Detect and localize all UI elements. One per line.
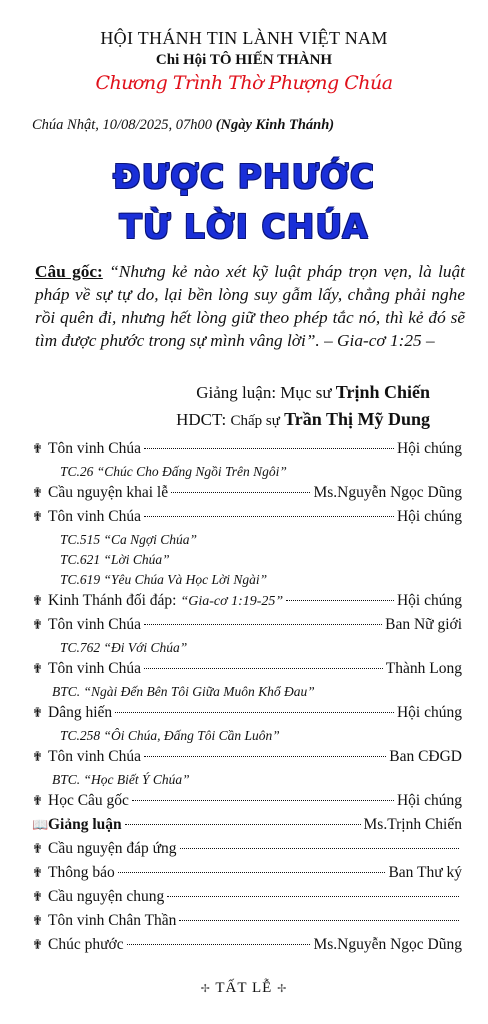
dot-leader (167, 896, 459, 897)
program-item-leader: Ban Thư ký (388, 864, 462, 881)
sermon-title-line1: ĐƯỢC PHƯỚC (112, 157, 376, 196)
program-heading: Chương Trình Thờ Phượng Chúa (95, 72, 393, 94)
program-item (32, 792, 462, 816)
key-verse-text: “Nhưng kẻ nào xét kỹ luật pháp trọn vẹn, là luật pháp về sự tự do, lại bền lòng suy gẫm lấy, chẳng phải nghe rồi quên đi, nhưng hết lòng giữ theo phép tắc nó, thì kẻ đó sẽ tìm được phước trong sự mình vâng lời”. (35, 262, 465, 350)
cross-icon: ✟ (32, 593, 43, 608)
host-line (0, 409, 430, 430)
cross-icon: ✟ (32, 913, 43, 928)
program-item-leader: Ms.Nguyễn Ngọc Dũng (313, 936, 462, 953)
dot-leader (144, 756, 386, 757)
cross-icon: ✟ (32, 793, 43, 808)
program-item (32, 660, 462, 684)
dot-leader (286, 600, 394, 601)
program-item (32, 936, 462, 960)
program-item-label: Giảng luận (48, 816, 122, 833)
cross-icon: ✟ (32, 617, 43, 632)
cross-icon: ✟ (32, 441, 43, 456)
dot-leader (144, 516, 394, 517)
program-item (32, 748, 462, 772)
cross-icon: ✟ (32, 661, 43, 676)
program-item-leader: Hội chúng (396, 592, 462, 609)
branch-name: Chi Hội TÔ HIẾN THÀNH (155, 52, 333, 68)
program-item-label: Tôn vinh Chân Thần (48, 912, 177, 929)
key-verse (35, 260, 465, 352)
preacher-label: Giảng luận: (196, 383, 277, 402)
hymn-reference: BTC. “Học Biết Ý Chúa” (52, 772, 190, 787)
service-date (32, 117, 334, 134)
hymn-reference: TC.619 “Yêu Chúa Và Học Lời Ngài” (60, 572, 268, 587)
program-item (32, 864, 462, 888)
preacher-title: Mục sư (280, 383, 332, 402)
cross-icon: ✟ (32, 841, 43, 856)
cross-icon: ✟ (32, 749, 43, 764)
host-label: HDCT: (176, 410, 227, 429)
date-text: Chúa Nhật, 10/08/2025, 07h00 (32, 117, 213, 133)
dot-leader (144, 448, 394, 449)
program-item-label: Tôn vinh Chúa (48, 616, 141, 633)
program-item-leader: Ban Nữ giới (385, 616, 462, 633)
program-item-label: Dâng hiến (48, 704, 113, 721)
cross-icon: ✟ (32, 937, 43, 952)
church-name: HỘI THÁNH TIN LÀNH VIỆT NAM (100, 28, 388, 48)
program-item-label: Thông báo (48, 864, 115, 881)
hymn-reference: TC.258 “Ôi Chúa, Đấng Tôi Cần Luôn” (60, 728, 280, 743)
preacher-name: Trịnh Chiến (335, 382, 430, 402)
program-item-leader: Ms.Trịnh Chiến (363, 816, 462, 833)
dot-leader (171, 492, 310, 493)
program-item-leader: Hội chúng (396, 792, 462, 809)
hymn-reference: BTC. “Ngài Đến Bên Tôi Giữa Muôn Khổ Đau” (52, 684, 315, 699)
program-item-reference: “Gia-cơ 1:19-25” (180, 594, 284, 609)
program-item-leader: Ms.Nguyễn Ngọc Dũng (313, 484, 462, 501)
cross-icon: ✟ (32, 509, 43, 524)
program-item-label: Cầu nguyện đáp ứng (48, 840, 177, 857)
dot-leader (132, 800, 394, 801)
program-item (32, 888, 462, 912)
closing-text: TẤT LỄ (215, 980, 273, 996)
hymn-reference: TC.26 “Chúc Cho Đấng Ngồi Trên Ngôi” (60, 464, 287, 479)
program-item (32, 912, 462, 936)
program-item-leader: Hội chúng (396, 704, 462, 721)
dot-leader (180, 848, 459, 849)
dot-leader (118, 872, 386, 873)
cross-icon: ✟ (32, 865, 43, 880)
program-item-label: Tôn vinh Chúa (48, 660, 141, 677)
cross-icon: ✟ (32, 705, 43, 720)
program-item (32, 484, 462, 508)
program-item-leader: Ban CĐGD (389, 748, 462, 765)
dot-leader (144, 668, 383, 669)
ornament-left-icon: ✢ (200, 983, 211, 995)
sermon-title-line2: TỪ LỜI CHÚA (119, 207, 369, 246)
dot-leader (115, 712, 394, 713)
program-item-leader: Hội chúng (396, 508, 462, 525)
bible-icon: 📖 (32, 817, 49, 832)
program-item-label: Cầu nguyện khai lễ (48, 484, 169, 501)
program-item (32, 840, 462, 864)
dot-leader (127, 944, 311, 945)
program-item-label: Cầu nguyện chung (48, 888, 165, 905)
program-item (32, 508, 462, 532)
cross-icon: ✟ (32, 889, 43, 904)
program-item (32, 592, 462, 616)
hymn-reference: TC.762 “Đi Với Chúa” (60, 640, 188, 655)
hymn-reference: TC.621 “Lời Chúa” (60, 552, 170, 567)
program-item-label: Tôn vinh Chúa (48, 508, 141, 525)
dot-leader (144, 624, 382, 625)
hymn-reference: TC.515 “Ca Ngợi Chúa” (60, 532, 197, 547)
host-name: Trần Thị Mỹ Dung (284, 409, 430, 429)
program-item-leader: Thành Long (385, 660, 462, 677)
cross-icon: ✟ (32, 485, 43, 500)
key-verse-label: Câu gốc: (35, 262, 103, 281)
program-item (32, 816, 462, 840)
preacher-line (0, 382, 430, 403)
program-item-leader: Hội chúng (396, 440, 462, 457)
dot-leader (125, 824, 361, 825)
dot-leader (179, 920, 459, 921)
program-item-label: Tôn vinh Chúa (48, 748, 141, 765)
program-list (32, 440, 462, 960)
program-item-label: Tôn vinh Chúa (48, 440, 141, 457)
program-item-label: Học Câu gốc (48, 792, 129, 809)
ornament-right-icon: ✢ (277, 983, 288, 995)
closing (0, 980, 488, 997)
program-item-label: Kinh Thánh đối đáp: (48, 592, 177, 609)
host-title: Chấp sự (230, 413, 280, 429)
day-name: (Ngày Kinh Thánh) (215, 117, 335, 133)
program-item (32, 704, 462, 728)
key-verse-reference: – Gia-cơ 1:25 – (324, 331, 435, 350)
program-item-label: Chúc phước (48, 936, 124, 953)
program-item (32, 616, 462, 640)
program-item (32, 440, 462, 464)
